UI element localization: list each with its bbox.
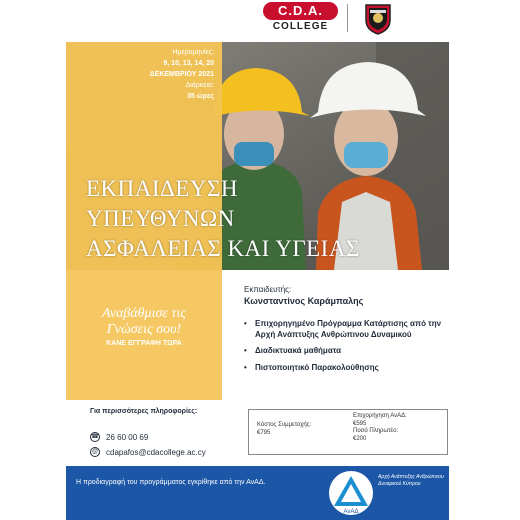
course-title [86,174,426,264]
logo-subtext: COLLEGE [272,21,329,32]
list-item: • Πιστοποιητικό Παρακολούθησης [244,363,454,374]
anad-short: ΑνΑΔ [343,509,359,515]
trainer-label: Εκπαιδευτής: [244,285,292,294]
cost-value: €795 [257,430,271,436]
month-value: ΔΕΚΕΜΒΡΙΟΥ 2021 [149,71,214,78]
subsidy-value: €595 [353,420,367,427]
email-address: cdapafos@cdacollege.ac.cy [106,447,206,457]
email-contact[interactable] [90,447,206,457]
footer-note: Η προδιαγραφή του προγράμματος εγκρίθηκε από την ΑνΑΔ. [76,479,266,486]
list-item: • Επιχορηγημένο Πρόγραμμα Κατάρτισης από την Αρχή Ανάπτυξης Ανθρώπινου Δυναμικού [244,319,454,340]
title-line: ΑΣΦΑΛΕΙΑΣ ΚΑΙ ΥΓΕΙΑΣ [86,236,360,261]
slogan-line: Γνώσεις σου! [106,322,182,337]
at-icon: @ [91,449,99,455]
feature-list [244,319,454,379]
duration-value: 35 ώρες [187,93,214,100]
crest-logo-icon [358,2,398,36]
logo-divider [347,4,348,32]
dates-value: 9, 10, 13, 14, 20 [163,60,214,67]
phone-icon: ☎ [91,434,99,440]
info-title: Για περισσότερες πληροφορίες: [90,408,198,415]
subsidy-label: Επιχορήγηση ΑνΑΔ: [353,413,407,419]
footer-bar [66,466,449,520]
list-item: • Διαδικτυακά μαθήματα [244,346,454,357]
phone-contact[interactable] [90,432,148,442]
cost-label: Κόστος Συμμετοχής: [257,422,312,428]
payable-label: Ποσό Πληρωτέο: [353,428,399,434]
anad-label: Αρχή Ανάπτυξης Ανθρώπινου Δυναμικού Κύπρου [378,474,444,487]
duration-label: Διάρκεια: [185,82,214,89]
cost-box [248,409,448,455]
dates-label: Ημερομηνίες: [172,49,214,56]
trainer-name: Κωνσταντίνος Καράμπαλης [244,296,364,306]
payable-value: €200 [353,435,367,442]
logo-text: C.D.A. [263,2,338,20]
phone-number: 26 60 00 69 [106,432,149,442]
title-line: ΥΠΕΥΘΥΝΩΝ [86,206,235,231]
cta-panel [66,270,222,400]
register-now-link[interactable]: ΚΑΝΕ ΕΓΓΡΑΦΗ ΤΩΡΑ [106,340,182,347]
anad-logo-icon [328,470,374,516]
slogan [66,306,222,338]
cda-college-logo [263,2,338,34]
slogan-line: Αναβάθμισε τις [102,306,186,321]
title-line: ΕΚΠΑΙΔΕΥΣΗ [86,176,238,201]
